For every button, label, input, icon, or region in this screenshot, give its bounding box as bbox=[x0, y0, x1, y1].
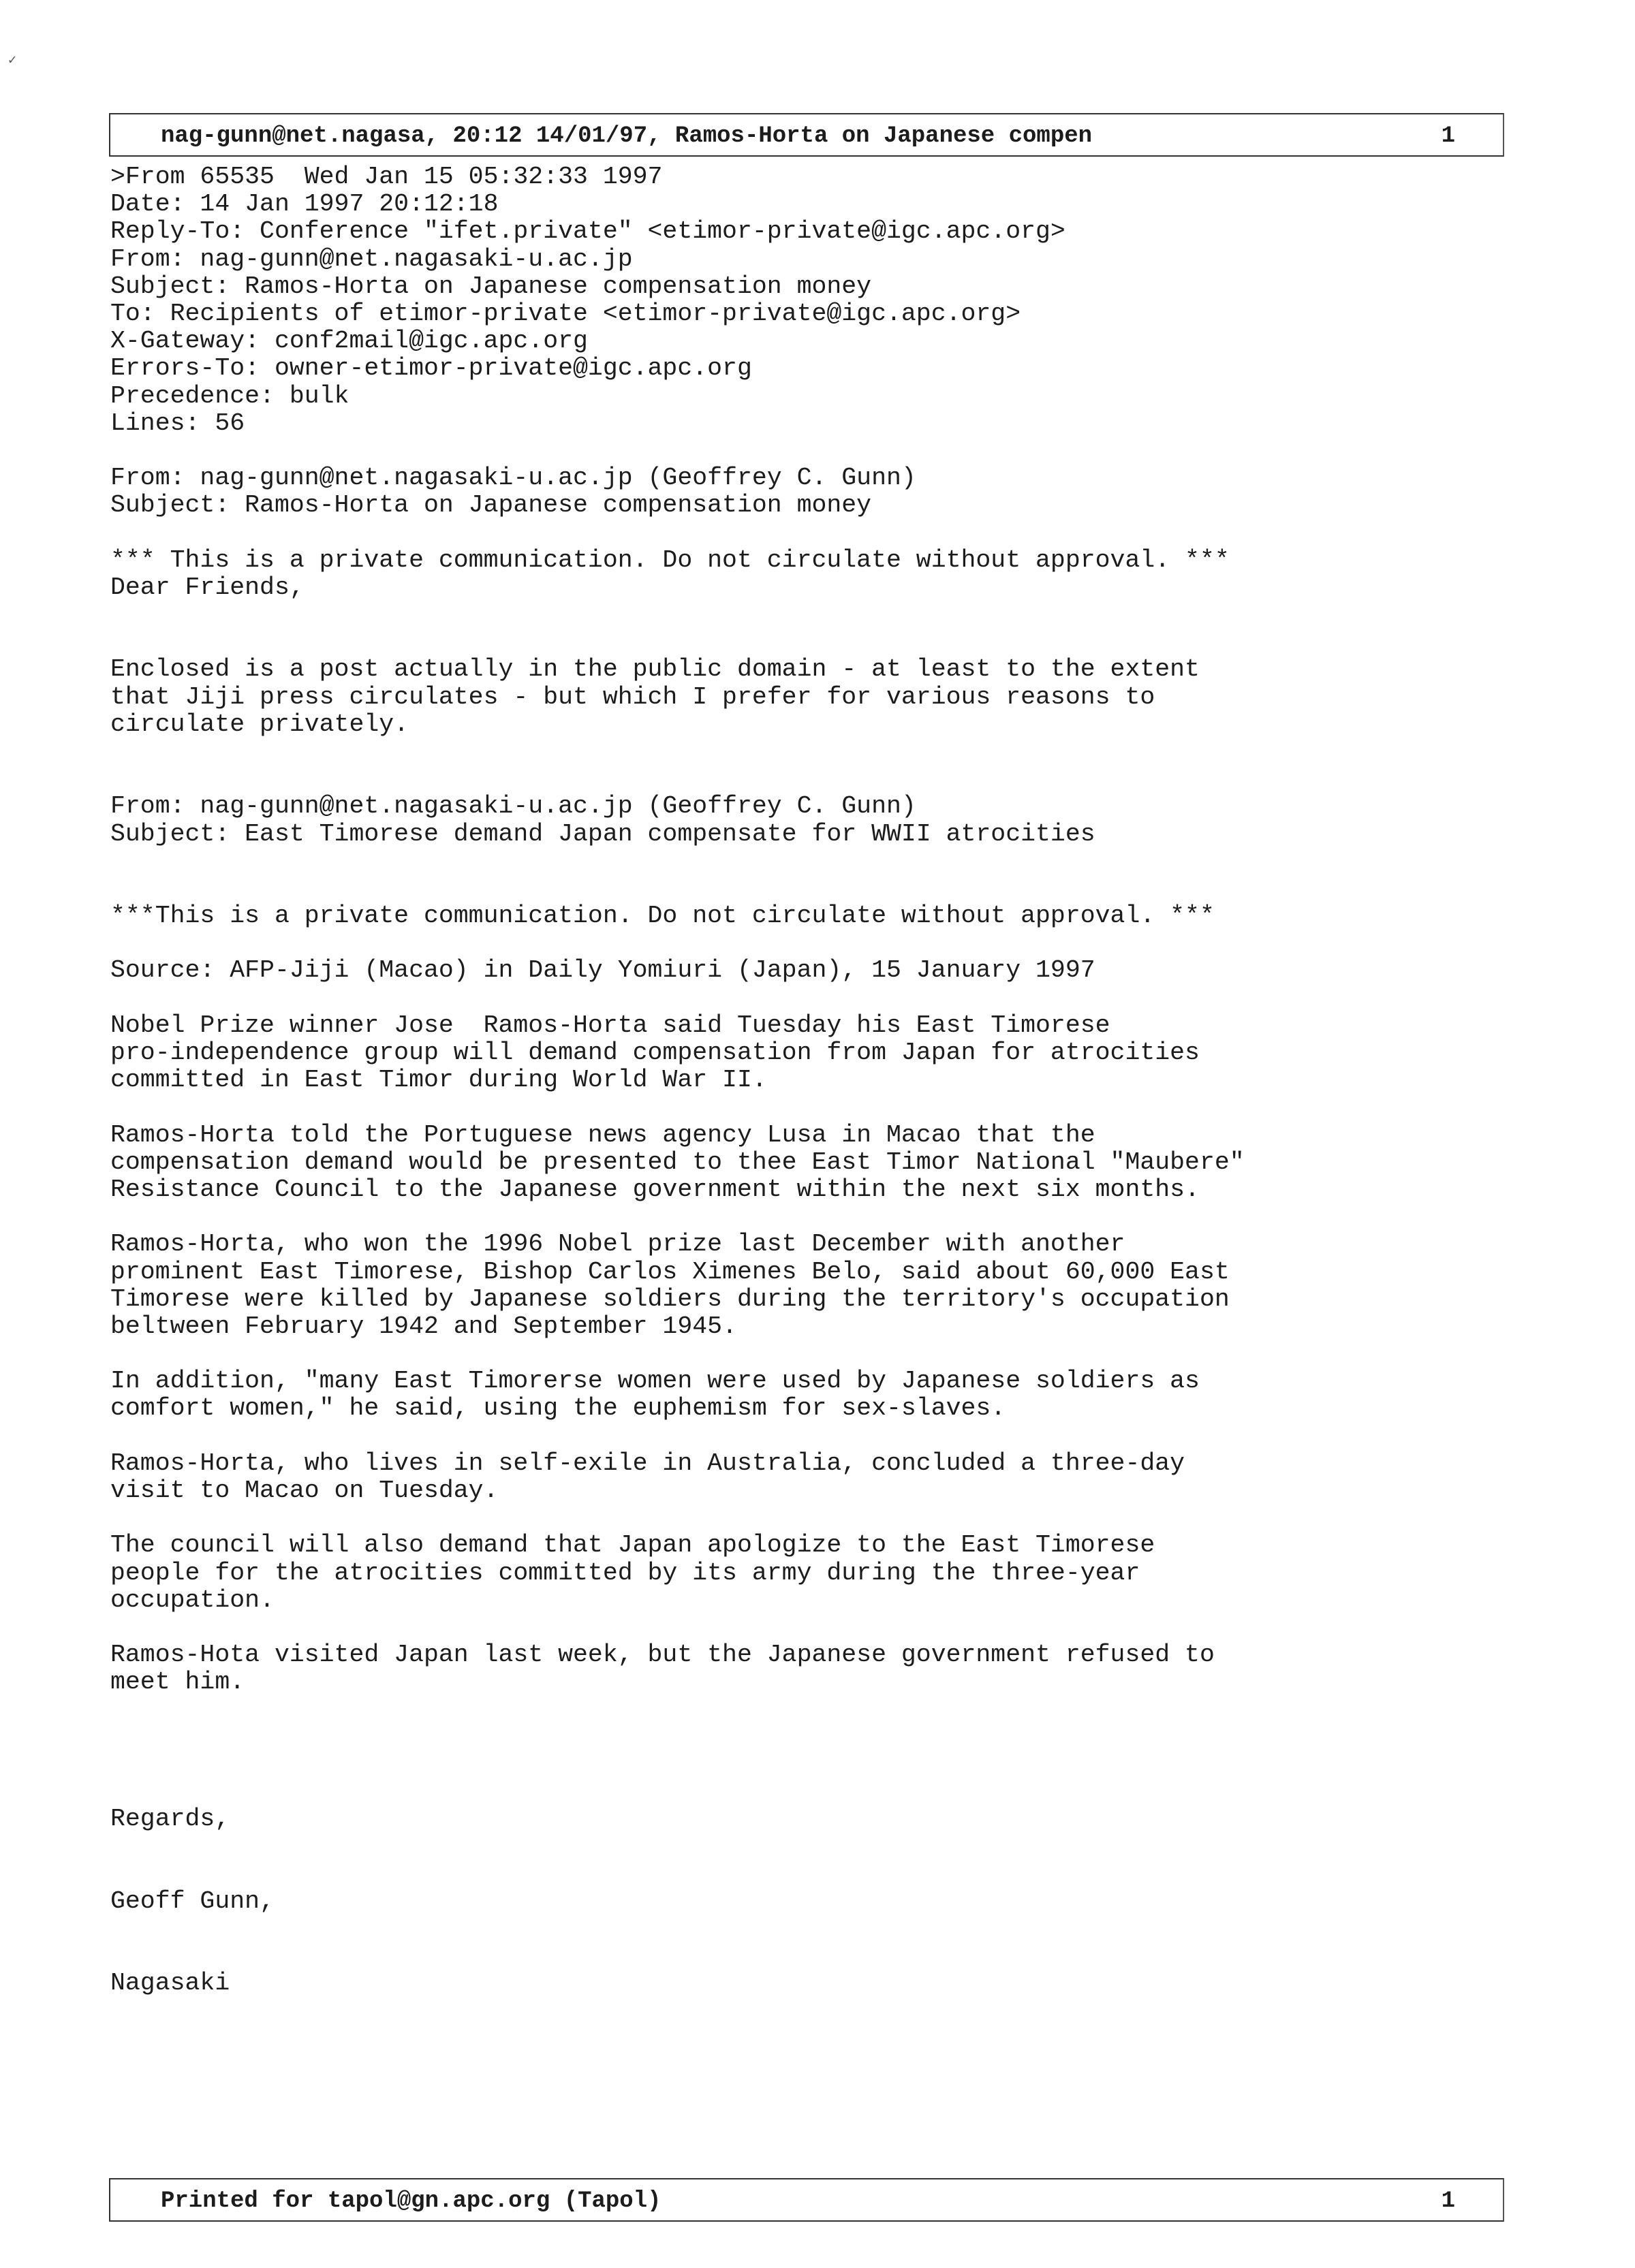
mail-header-line: To: Recipients of etimor-private <etimor-private@igc.apc.org> bbox=[110, 299, 1021, 328]
body-text-line: Subject: East Timorese demand Japan compensate for WWII atrocities bbox=[110, 819, 1095, 848]
body-text-line bbox=[110, 875, 1473, 902]
body-text-line: pro-independence group will demand compensation from Japan for atrocities bbox=[110, 1039, 1200, 1067]
body-text-line: Ramos-Horta, who won the 1996 Nobel prize last December with another bbox=[110, 1230, 1125, 1259]
body-text-line: The council will also demand that Japan apologize to the East Timorese bbox=[110, 1531, 1155, 1560]
body-text-line bbox=[110, 519, 1473, 546]
body-text-line: Source: AFP-Jiji (Macao) in Daily Yomiuri (Japan), 15 January 1997 bbox=[110, 956, 1095, 985]
body-text-line bbox=[110, 1505, 1473, 1532]
body-text-line: In addition, "many East Timorerse women were used by Japanese soldiers as bbox=[110, 1367, 1200, 1396]
body-text-line: Timorese were killed by Japanese soldiers during the territory's occupation bbox=[110, 1285, 1230, 1313]
body-text-line bbox=[110, 1942, 1473, 1970]
body-text-line bbox=[110, 1833, 1473, 1860]
body-text-line: Ramos-Horta told the Portuguese news agency Lusa in Macao that the bbox=[110, 1120, 1095, 1149]
body-text-line bbox=[110, 1203, 1473, 1231]
body-text-line bbox=[110, 1614, 1473, 1641]
body-text-line bbox=[110, 437, 1473, 464]
body-text-line: Nobel Prize winner Jose Ramos-Horta said Tuesday his East Timorese bbox=[110, 1011, 1110, 1039]
body-text-line bbox=[110, 1724, 1473, 1751]
body-text-line bbox=[110, 1751, 1473, 1778]
body-text-line bbox=[110, 601, 1473, 629]
body-text-line: visit to Macao on Tuesday. bbox=[110, 1477, 499, 1505]
print-header-title: nag-gunn@net.nagasa, 20:12 14/01/97, Ramos-Horta on Japanese compen bbox=[161, 123, 1093, 149]
body-text-line bbox=[110, 848, 1473, 875]
body-text-line bbox=[110, 1778, 1473, 1806]
body-text-line: Regards, bbox=[110, 1805, 230, 1833]
body-text-line bbox=[110, 1423, 1473, 1450]
mail-header-line: Subject: Ramos-Horta on Japanese compensation money bbox=[110, 272, 872, 300]
body-text-line bbox=[110, 1861, 1473, 1888]
body-text-line bbox=[110, 629, 1473, 656]
body-text-line: Subject: Ramos-Horta on Japanese compensation money bbox=[110, 491, 872, 520]
mail-headers bbox=[110, 163, 1473, 437]
body-text-line: From: nag-gunn@net.nagasaki-u.ac.jp (Geoffrey C. Gunn) bbox=[110, 464, 916, 492]
body-text-line: people for the atrocities committed by its army during the three-year bbox=[110, 1558, 1140, 1587]
body-text-line: Ramos-Hota visited Japan last week, but the Japanese government refused to bbox=[110, 1641, 1215, 1669]
body-text-line: occupation. bbox=[110, 1586, 275, 1614]
mail-header-line: >From 65535 Wed Jan 15 05:32:33 1997 bbox=[110, 163, 663, 191]
body-text-line bbox=[110, 1340, 1473, 1368]
body-text-line: prominent East Timorese, Bishop Carlos Ximenes Belo, said about 60,000 East bbox=[110, 1257, 1230, 1286]
mail-header-line: From: nag-gunn@net.nagasaki-u.ac.jp bbox=[110, 245, 633, 273]
body-text-line bbox=[110, 766, 1473, 793]
print-header-bar bbox=[109, 113, 1504, 157]
print-footer-page-number: 1 bbox=[1441, 2188, 1455, 2214]
body-text-line: that Jiji press circulates - but which I prefer for various reasons to bbox=[110, 682, 1155, 711]
body-text-line: meet him. bbox=[110, 1668, 245, 1697]
body-text-line bbox=[110, 985, 1473, 1012]
print-footer-label: Printed for tapol@gn.apc.org (Tapol) bbox=[161, 2188, 661, 2214]
body-text-line bbox=[110, 1697, 1473, 1724]
print-header-page-number: 1 bbox=[1441, 123, 1455, 149]
body-text-line bbox=[110, 1094, 1473, 1121]
body-text-line: Geoff Gunn, bbox=[110, 1887, 275, 1915]
mail-header-line: X-Gateway: conf2mail@igc.apc.org bbox=[110, 327, 588, 356]
body-text-line: *** This is a private communication. Do not circulate without approval. *** bbox=[110, 546, 1230, 574]
body-text-line: Nagasaki bbox=[110, 1969, 230, 1998]
print-footer-bar bbox=[109, 2178, 1504, 2222]
mail-header-line: Date: 14 Jan 1997 20:12:18 bbox=[110, 190, 499, 219]
body-text-line: circulate privately. bbox=[110, 710, 409, 738]
email-document bbox=[110, 163, 1473, 1998]
body-text-line: comfort women," he said, using the euphemism for sex-slaves. bbox=[110, 1394, 1006, 1423]
body-text-line: Resistance Council to the Japanese government within the next six months. bbox=[110, 1175, 1200, 1203]
mail-header-line: Precedence: bulk bbox=[110, 381, 349, 410]
body-text-line: Enclosed is a post actually in the public domain - at least to the extent bbox=[110, 655, 1200, 684]
mail-header-line: Reply-To: Conference "ifet.private" <etimor-private@igc.apc.org> bbox=[110, 217, 1065, 246]
body-text-line: committed in East Timor during World War II. bbox=[110, 1066, 767, 1094]
body-text-line: ***This is a private communication. Do not circulate without approval. *** bbox=[110, 902, 1215, 930]
body-text-line bbox=[110, 1915, 1473, 1942]
body-text-line: From: nag-gunn@net.nagasaki-u.ac.jp (Geoffrey C. Gunn) bbox=[110, 792, 916, 821]
body-text-line: Dear Friends, bbox=[110, 573, 305, 601]
body-text-line bbox=[110, 930, 1473, 957]
mail-body bbox=[110, 437, 1473, 1998]
body-text-line bbox=[110, 738, 1473, 766]
mail-header-line: Lines: 56 bbox=[110, 409, 245, 437]
scan-tick-mark: ✓ bbox=[8, 53, 17, 69]
body-text-line: beltween February 1942 and September 1945. bbox=[110, 1312, 737, 1340]
body-text-line: compensation demand would be presented to thee East Timor National "Maubere" bbox=[110, 1148, 1245, 1176]
body-text-line: Ramos-Horta, who lives in self-exile in Australia, concluded a three-day bbox=[110, 1449, 1185, 1477]
mail-header-line: Errors-To: owner-etimor-private@igc.apc.org bbox=[110, 354, 752, 383]
